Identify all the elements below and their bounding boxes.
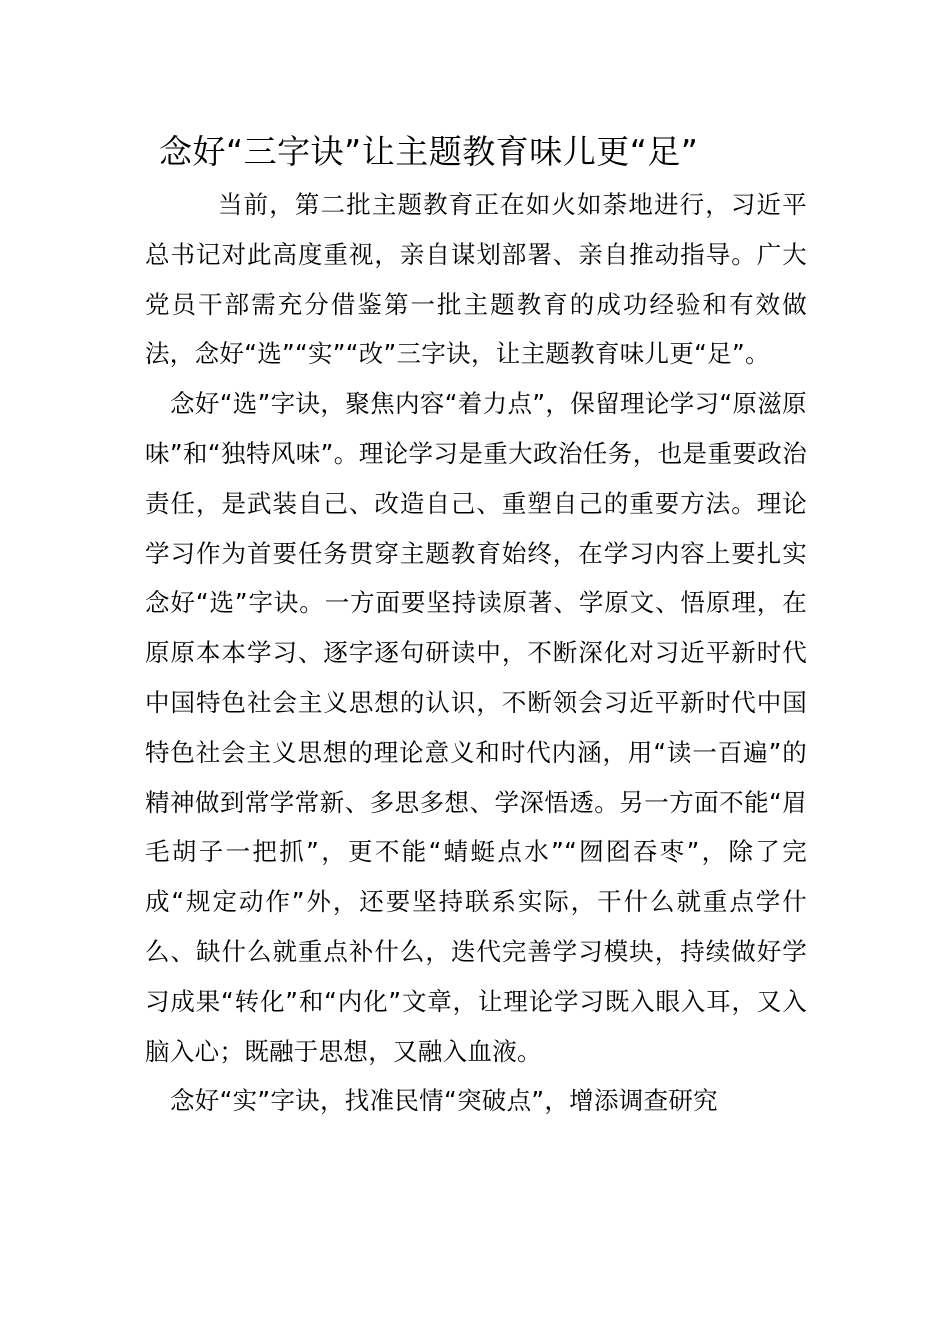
document-title: 念好“三字诀”让主题教育味儿更“足”: [159, 132, 699, 171]
paragraph-intro: 当前，第二批主题教育正在如火如荼地进行，习近平总书记对此高度重视，亲自谋划部署、亲自推动指导。广大党员干部需充分借鉴第一批主题教育的成功经验和有效做法，念好“选”“实”“改”三字诀，让主题教育味儿更“足”。: [145, 190, 807, 369]
paragraph-practice: 念好“实”字诀，找准民情“突破点”，增添调查研究: [170, 1086, 718, 1116]
paragraph-select: 念好“选”字诀，聚焦内容“着力点”，保留理论学习“原滋原味”和“独特风味”。理论学习是重大政治任务，也是重要政治责任，是武装自己、改造自己、重塑自己的重要方法。理论学习作为首要任务贯穿主题教育始终，在学习内容上要扎实念好“选”字诀。一方面要坚持读原著、学原文、悟原理，在原原本本学习、逐字逐句研读中，不断深化对习近平新时代中国特色社会主义思想的认识，不断领会习近平新时代中国特色社会主义思想的理论意义和时代内涵，用“读一百遍”的精神做到常学常新、多思多想、学深悟透。另一方面不能“眉毛胡子一把抓”，更不能“蜻蜓点水”“囫囵吞枣”，除了完成“规定动作”外，还要坚持联系实际，干什么就重点学什么、缺什么就重点补什么，迭代完善学习模块，持续做好学习成果“转化”和“内化”文章，让理论学习既入眼入耳，又入脑入心；既融于思想，又融入血液。: [145, 389, 807, 1066]
document-body: [145, 128, 807, 1126]
